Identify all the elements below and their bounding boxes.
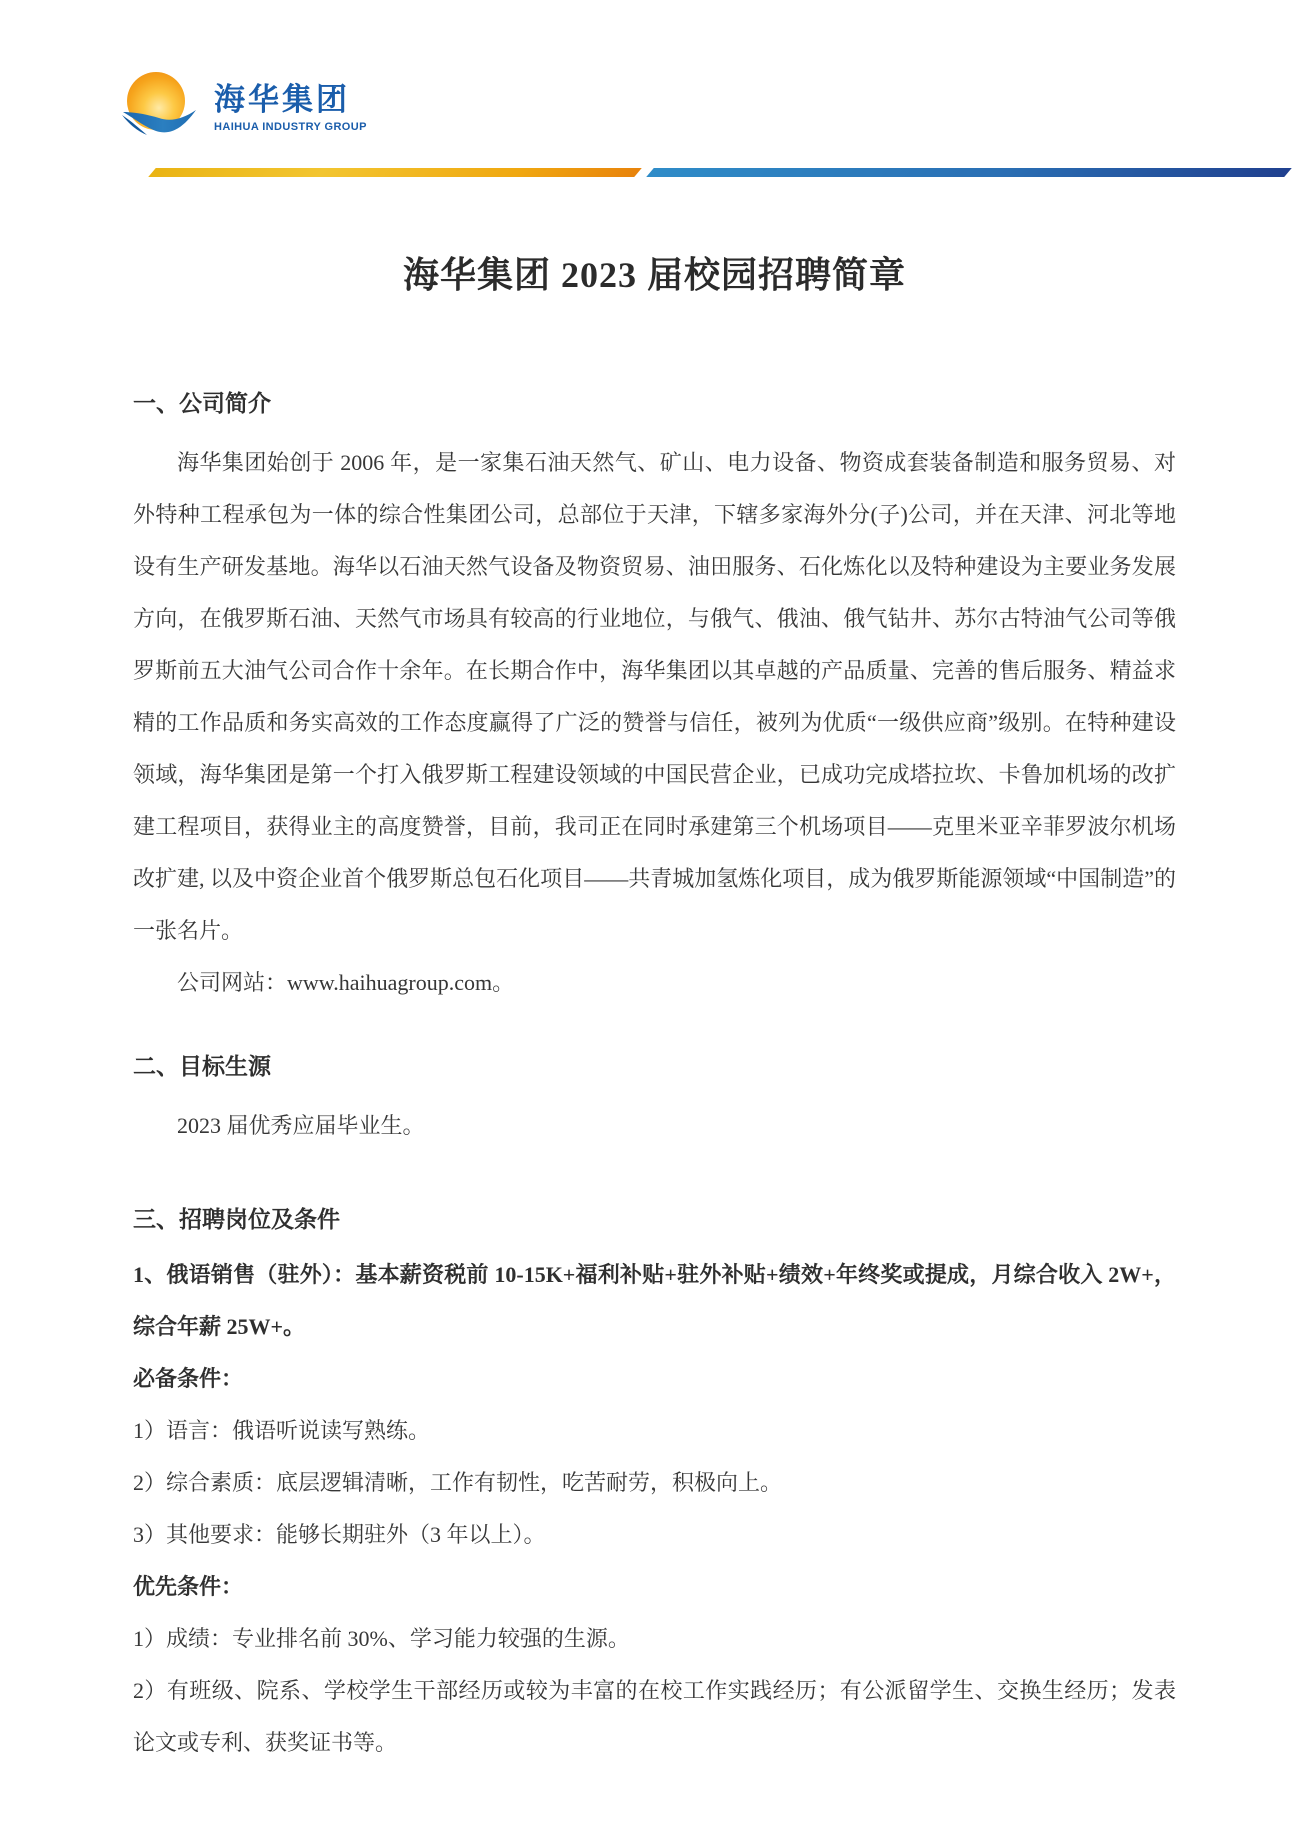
required-conditions-heading: 必备条件： bbox=[133, 1366, 244, 1391]
required-item-1: 1）语言：俄语听说读写熟练。 bbox=[133, 1418, 431, 1443]
header-divider-blue bbox=[646, 168, 1292, 177]
page-title: 海华集团 2023 届校园招聘简章 bbox=[402, 255, 906, 295]
preferred-conditions-heading: 优先条件： bbox=[133, 1574, 244, 1599]
required-item-2: 2）综合素质：底层逻辑清晰，工作有韧性，吃苦耐劳，积极向上。 bbox=[133, 1470, 783, 1495]
required-item-3: 3）其他要求：能够长期驻外（3 年以上）。 bbox=[133, 1522, 546, 1547]
sun-wave-logo-icon bbox=[118, 70, 202, 144]
preferred-item-2: 2）有班级、院系、学校学生干部经历或较为丰富的在校工作实践经历；有公派留学生、交换生经历；发表论文或专利、获奖证书等。 bbox=[133, 1678, 1176, 1755]
job-title-salary-line: 1、俄语销售（驻外）：基本薪资税前 10-15K+福利补贴+驻外补贴+绩效+年终奖或提成，月综合收入 2W+，综合年薪 25W+。 bbox=[133, 1262, 1176, 1339]
header-divider-gold bbox=[148, 168, 642, 177]
document-content bbox=[133, 240, 1176, 1769]
logo-name-en: HAIHUA INDUSTRY GROUP bbox=[214, 121, 367, 133]
section-heading-positions: 三、招聘岗位及条件 bbox=[133, 1207, 340, 1232]
company-logo bbox=[118, 70, 367, 144]
logo-text bbox=[214, 70, 367, 133]
section-heading-target-students: 二、目标生源 bbox=[133, 1054, 271, 1079]
preferred-item-1: 1）成绩：专业排名前 30%、学习能力较强的生源。 bbox=[133, 1626, 630, 1651]
company-intro-paragraph: 海华集团始创于 2006 年，是一家集石油天然气、矿山、电力设备、物资成套装备制造和服务贸易、对外特种工程承包为一体的综合性集团公司，总部位于天津，下辖多家海外分(子)公司，并在天津、河北等地设有生产研发基地。海华以石油天然气设备及物资贸易、油田服务、石化炼化以及特种建设为主要业务发展方向，在俄罗斯石油、天然气市场具有较高的行业地位，与俄气、俄油、俄气钻井、苏尔古特油气公司等俄罗斯前五大油气公司合作十余年。在长期合作中，海华集团以其卓越的产品质量、完善的售后服务、精益求精的工作品质和务实高效的工作态度赢得了广泛的赞誉与信任，被列为优质“一级供应商”级别。在特种建设领域，海华集团是第一个打入俄罗斯工程建设领域的中国民营企业，已成功完成塔拉坎、卡鲁加机场的改扩建工程项目，获得业主的高度赞誉，目前，我司正在同时承建第三个机场项目——克里米亚辛菲罗波尔机场改扩建, 以及中资企业首个俄罗斯总包石化项目——共青城加氢炼化项目，成为俄罗斯能源领域“中国制造”的一张名片。 bbox=[133, 450, 1176, 943]
company-website-line: 公司网站：www.haihuagroup.com。 bbox=[177, 970, 515, 995]
target-students-line: 2023 届优秀应届毕业生。 bbox=[177, 1113, 425, 1138]
logo-name-cn: 海华集团 bbox=[214, 82, 350, 117]
section-heading-company-intro: 一、公司简介 bbox=[133, 391, 271, 416]
